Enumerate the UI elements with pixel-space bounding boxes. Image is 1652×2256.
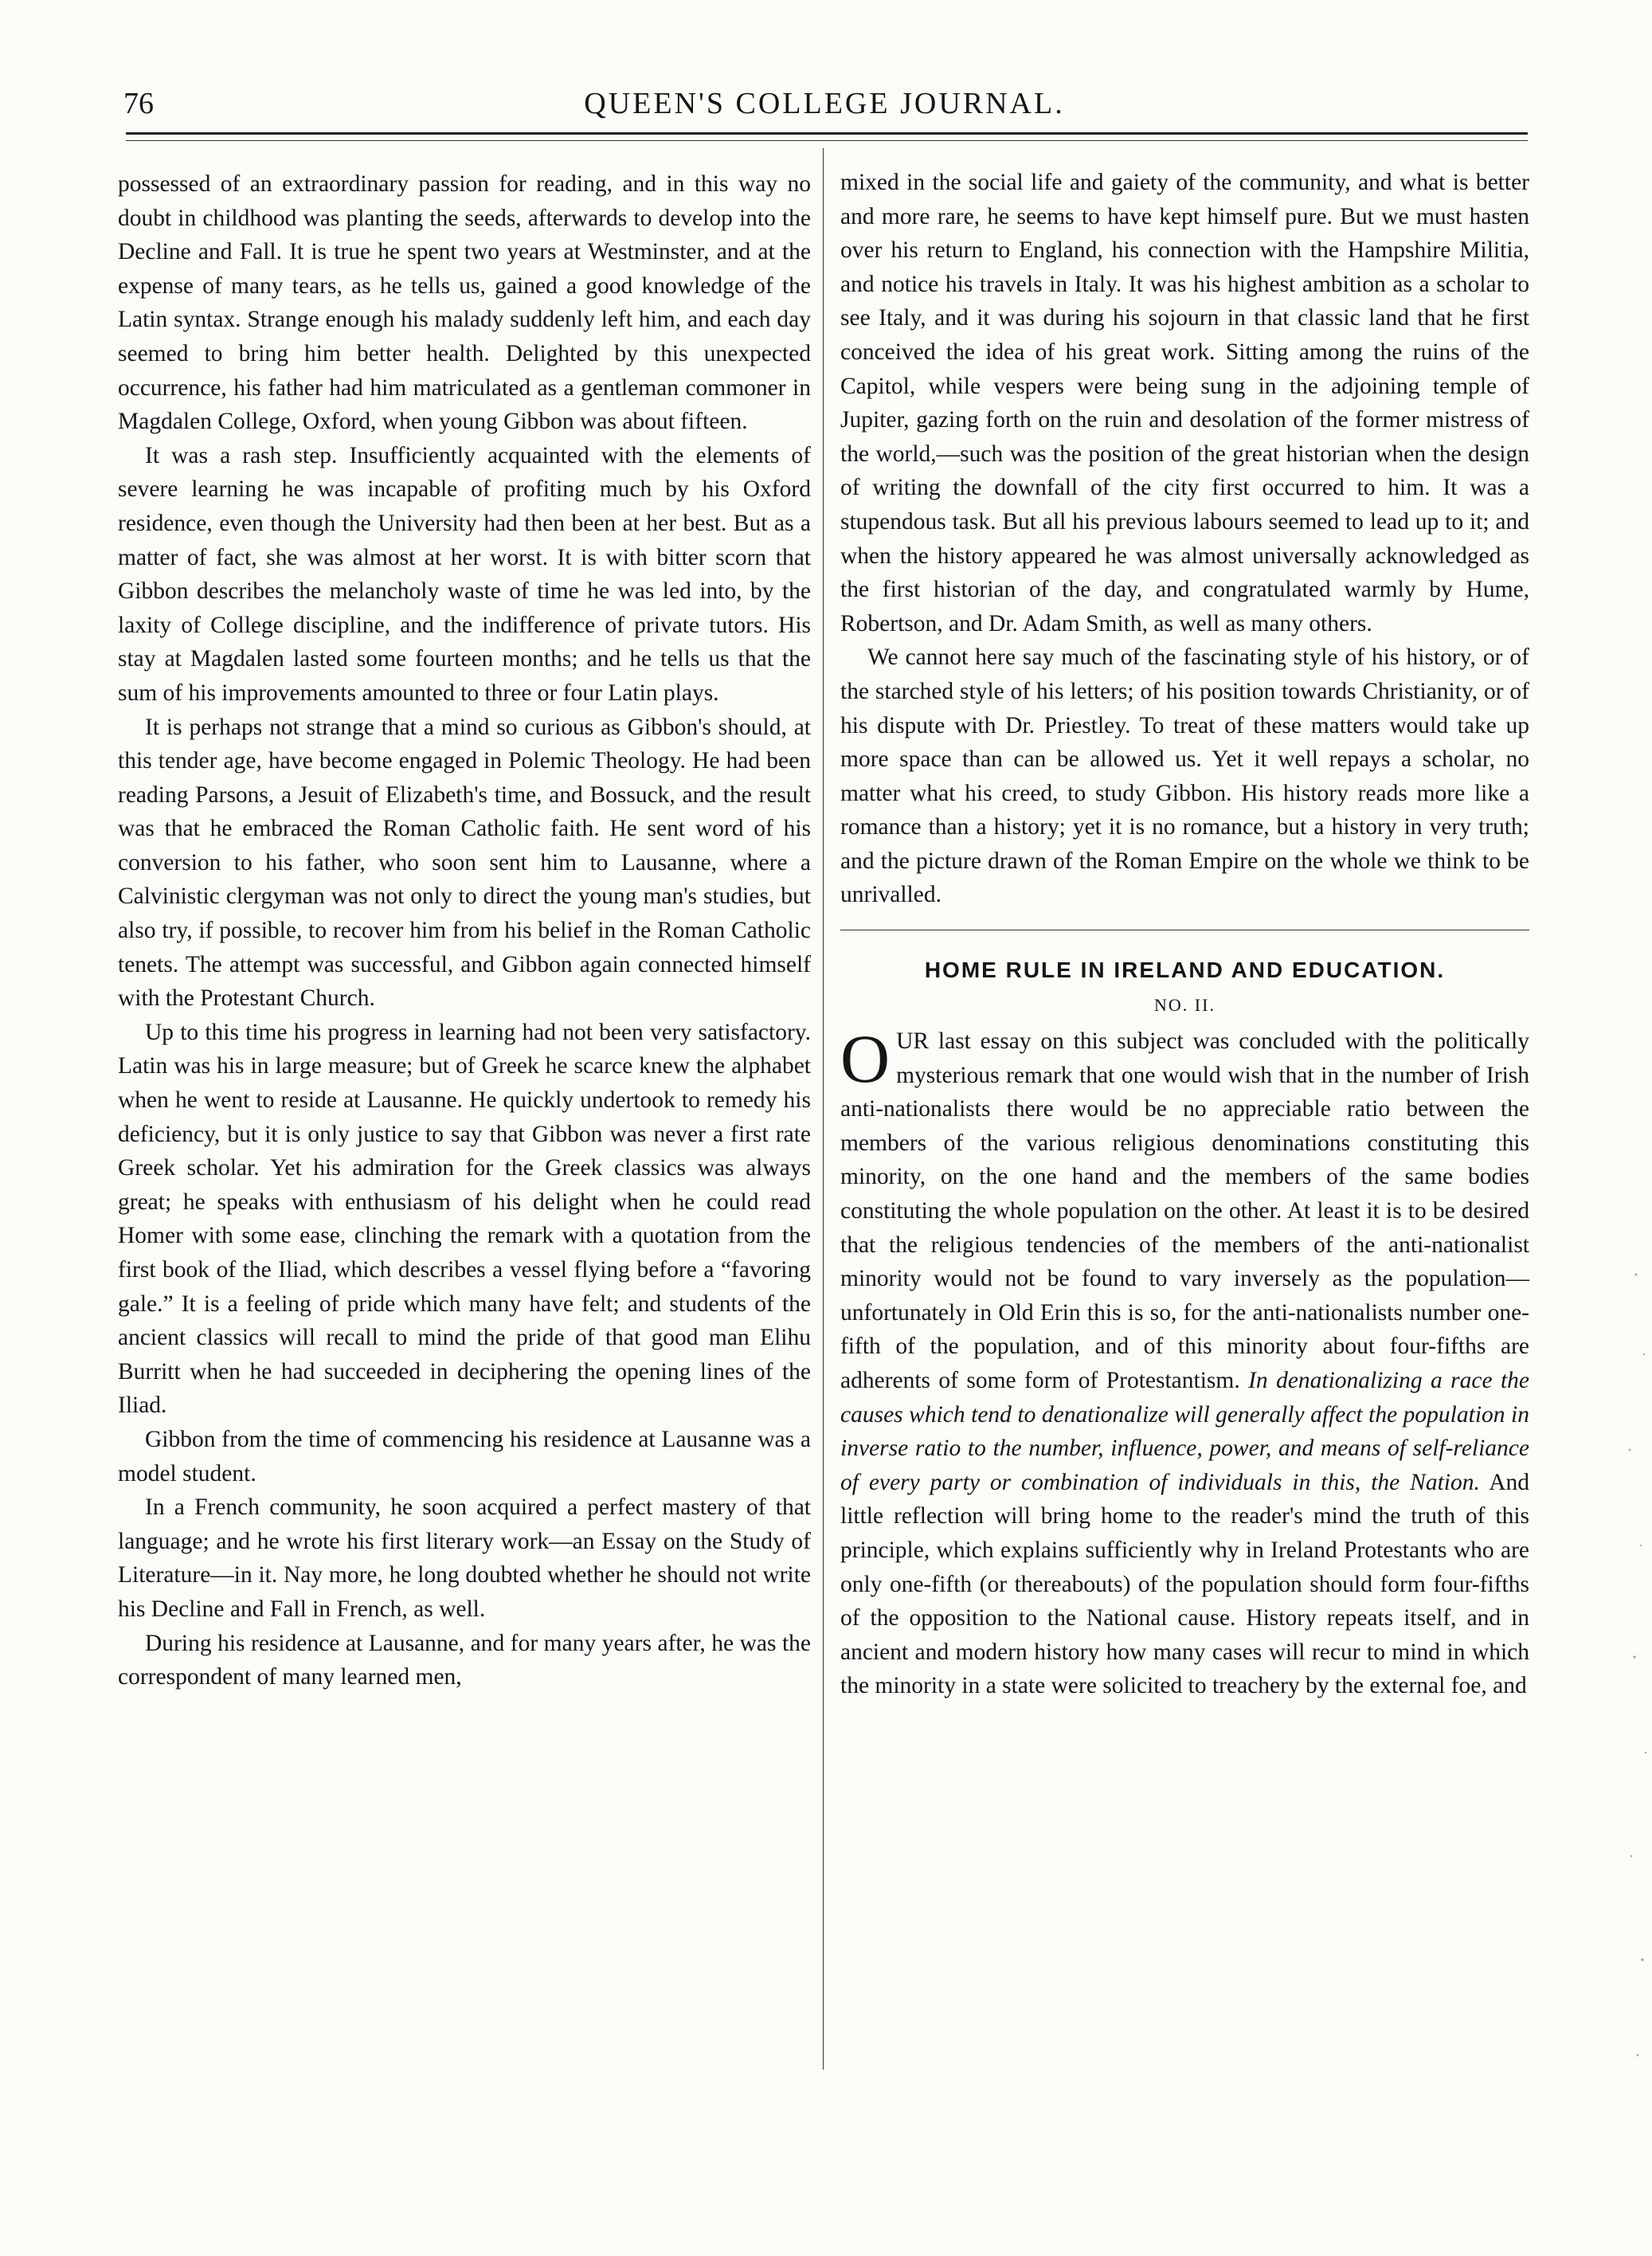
paragraph: It is perhaps not strange that a mind so curious as Gibbon's should, at this tender age, have become engaged in Polemic Theology. He had been reading Parsons, a Jesuit of Elizabeth's time, and Bossuck, and the result was that he embraced the Roman Catholic faith. He sent word of his conversion to his father, who soon sent him to Lausanne, where a Calvinistic clergyman was not only to direct the young man's studies, but also try, if possible, to recover him from his belief in the Roman Catholic tenets. The attempt was successful, and Gibbon again connected himself with the Protestant Church. (118, 714, 811, 1012)
column-divider (823, 148, 824, 2070)
page-number: 76 (123, 87, 154, 120)
page-header (123, 80, 1525, 127)
article-number: NO. II. (1154, 995, 1216, 1016)
journal-title: QUEEN'S COLLEGE JOURNAL. (584, 87, 1065, 120)
paragraph: Gibbon from the time of commencing his residence at Lausanne was a model student. (118, 1426, 811, 1486)
article-body (840, 1020, 1529, 1703)
header-rule-thin (126, 140, 1528, 141)
paragraph: We cannot here say much of the fascinating style of his history, or of the starched style of his letters; of his position towards Christianity, or of his dispute with Dr. Priestley. To treat of these matters would take up more space than can be allowed us. Yet it well repays a scholar, no matter what his creed, to study Gibbon. His history reads more like a romance than a history; yet it is no romance, but a history in very truth; and the picture drawn of the Roman Empire on the whole we think to be unrivalled. (840, 644, 1529, 908)
article-italic-principle: In denationalizing a race the causes which tend to denationalize will generally affect the population in inverse ratio to the number, influence, power, and means of self-reliance of every party or combination of individuals in this, the Nation. (840, 1368, 1529, 1495)
article-title: HOME RULE IN IRELAND AND EDUCATION. (924, 958, 1446, 983)
paragraph: mixed in the social life and gaiety of the community, and what is better and more rare, he seems to have kept himself pure. But we must hasten over his return to England, his connection with the Hampshire Militia, and notice his travels in Italy. It was his highest ambition as a scholar to see Italy, and it was during his sojourn in that classic land that he first conceived the idea of his great work. Sitting among the ruins of the Capitol, while vespers were being sung in the adjoining temple of Jupiter, gazing forth on the ruin and desolation of the former mistress of the world,—such was the position of the great historian when the design of writing the downfall of the city first occurred to him. It was a stupendous task. But all his previous labours seemed to lead up to it; and when the history appeared he was almost universally acknowledged as the first historian of the day, and congratulated warmly by Hume, Robertson, and Dr. Adam Smith, as well as many others. (840, 170, 1529, 636)
paragraph: possessed of an extraordinary passion for reading, and in this way no doubt in childhood was planting the seeds, afterwards to develop into the Decline and Fall. It is true he spent two years at Westminster, and at the expense of many tears, as he tells us, gained a good knowledge of the Latin syntax. Strange enough his malady suddenly left him, and each day seemed to bring him better health. Delighted by this unexpected occurrence, his father had him matriculated as a gentleman commoner in Magdalen College, Oxford, when young Gibbon was about fifteen. (118, 171, 811, 435)
paragraph: Up to this time his progress in learning had not been very satisfactory. Latin was his in large measure; but of Greek he scarce knew the alphabet when he went to reside at Lausanne. He quickly undertook to remedy his deficiency, but it is only justice to say that Gibbon was never a first rate Greek scholar. Yet his admiration for the Greek classics was always great; he speaks with enthusiasm of his delight when he could read Homer with some ease, clinching the remark with a quotation from the first book of the Iliad, which describes a vessel flying before a “favoring gale.” It is a feeling of pride which many have felt; and students of the ancient classics will recall to mind the pride of that good man Elihu Burritt when he had succeeded in deciphering the opening lines of the Iliad. (118, 1019, 811, 1419)
header-rule (126, 132, 1528, 135)
left-column (118, 167, 811, 1694)
paragraph: In a French community, he soon acquired a perfect mastery of that language; and he wrote his first literary work—an Essay on the Study of Literature—in it. Nay more, he long doubted whether he should not write his Decline and Fall in French, as well. (118, 1494, 811, 1622)
right-column (840, 166, 1529, 1703)
article-tail-text: And little reflection will bring home to the reader's mind the truth of this principle, which explains sufficiently why in Ireland Protestants who are only one-fifth (or thereabouts) of the population should form four-fifths of the opposition to the National cause. History repeats itself, and in ancient and modern history how many cases will recur to mind in which the minority in a state were solicited to treachery by the external foe, and (840, 1469, 1529, 1699)
scan-speckle (1620, 1243, 1652, 2119)
paragraph: It was a rash step. Insufficiently acquainted with the elements of severe learning he was incapable of profiting much by his Oxford residence, even though the University had then been at her best. But as a matter of fact, she was almost at her worst. It is with bitter scorn that Gibbon describes the melancholy waste of time he was led into, by the laxity of College discipline, and the indifference of private tutors. His stay at Magdalen lasted some fourteen months; and he tells us that the sum of his improvements amounted to three or four Latin plays. (118, 442, 811, 706)
article-lead-text: UR last essay on this subject was concluded with the politically mysterious remark that one would wish that in the number of Irish anti-nationalists there would be no appreciable ratio between the members of the various religious denominations constituting this minority, on the one hand and the members of the same bodies constituting the whole population on the other. At least it is to be desired that the religious tendencies of the members of the anti-nationalist minority would not be found to vary inversely as the population—unfortunately in Old Erin this is so, for the anti-nationalists number one-fifth of the population, and of this minority about four-fifths are adherents of some form of Protestantism. (840, 1028, 1529, 1393)
paragraph: During his residence at Lausanne, and for many years after, he was the correspondent of many learned men, (118, 1630, 811, 1690)
drop-cap: O (840, 1020, 891, 1098)
